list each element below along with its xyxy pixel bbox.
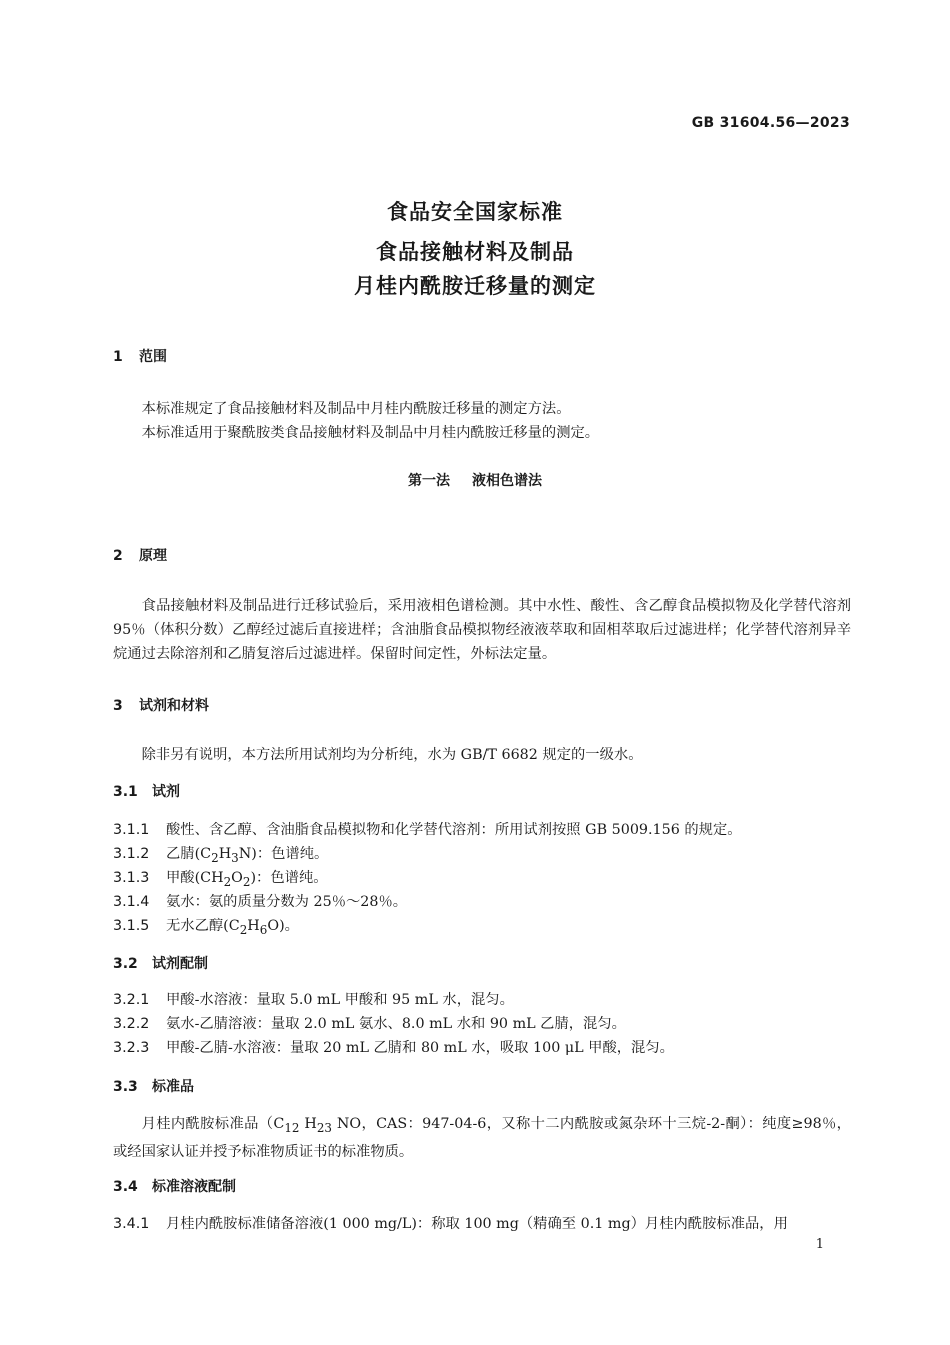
list-item	[113, 1013, 626, 1033]
section-number: 3.2	[113, 956, 138, 972]
paragraph: 食品接触材料及制品进行迁移试验后，采用液相色谱检测。其中水性、酸性、含乙醇食品模拟物及化学替代溶剂 95％（体积分数）乙醇经过滤后直接进样；含油脂食品模拟物经液液萃取和固相萃取后过滤进样；化学替代溶剂异辛烷通过去除溶剂和乙腈复溶后过滤进样。保留时间定性，外标法定量。	[113, 598, 851, 662]
paragraph: 本标准规定了食品接触材料及制品中月桂内酰胺迁移量的测定方法。	[141, 401, 571, 417]
section-3-1-heading	[113, 781, 180, 801]
title-line-1: 食品安全国家标准	[387, 200, 563, 224]
item-text: 甲酸-水溶液：量取 5.0 mL 甲酸和 95 mL 水，混匀。	[166, 992, 514, 1008]
item-text: 甲酸-乙腈-水溶液：量取 20 mL 乙腈和 80 mL 水，吸取 100 μL 甲酸，混匀。	[166, 1040, 674, 1056]
section-number: 3	[113, 698, 123, 714]
item-number: 3.1.1	[113, 822, 150, 838]
section-1-heading	[113, 346, 167, 366]
section-title: 标准溶液配制	[152, 1179, 236, 1195]
item-number: 3.1.2	[113, 846, 150, 862]
item-number: 3.1.3	[113, 870, 150, 886]
item-text: 酸性、含乙醇、含油脂食品模拟物和化学替代溶剂：所用试剂按照 GB 5009.156 的规定。	[166, 822, 742, 838]
section-title: 标准品	[152, 1079, 194, 1095]
section-number: 3.3	[113, 1079, 138, 1095]
section-3-3-heading	[113, 1076, 194, 1096]
method-part: 第一法	[408, 473, 450, 489]
item-text: 无水乙醇$(C_2H_6O)$。	[166, 918, 299, 937]
paragraph: 月桂内酰胺标准品（$C_{12}$ $H_{23}$ NO，CAS：947-04-6，又称十二内酰胺或氮杂环十三烷-2-酮）：纯度≥98％，或经国家认证并授予标准物质证书的标准物质。	[113, 1116, 851, 1160]
item-text: 乙腈$(C_2H_3N)$：色谱纯。	[166, 846, 329, 865]
list-item	[113, 843, 328, 865]
section-number: 3.1	[113, 784, 138, 800]
section-number: 3.4	[113, 1179, 138, 1195]
method-heading	[0, 470, 950, 490]
paragraph: 除非另有说明，本方法所用试剂均为分析纯，水为 GB/T 6682 规定的一级水。	[141, 747, 643, 763]
item-number: 3.1.5	[113, 918, 150, 934]
method-name: 液相色谱法	[472, 473, 542, 489]
item-text: 甲酸$(CH_2O_2)$：色谱纯。	[166, 870, 328, 889]
item-text: 氨水：氨的质量分数为 25％～28％。	[166, 894, 408, 910]
section-3-heading	[113, 695, 209, 715]
list-item	[113, 915, 299, 937]
title-line-3: 月桂内酰胺迁移量的测定	[354, 274, 596, 298]
list-item	[113, 1037, 674, 1057]
paragraph: 本标准适用于聚酰胺类食品接触材料及制品中月桂内酰胺迁移量的测定。	[141, 425, 600, 441]
section-title: 范围	[139, 349, 167, 365]
standard-number: GB 31604.56—2023	[691, 115, 850, 131]
item-number: 3.2.1	[113, 992, 150, 1008]
item-text: 氨水-乙腈溶液：量取 2.0 mL 氨水、8.0 mL 水和 90 mL 乙腈，混匀。	[166, 1016, 626, 1032]
list-item	[113, 1213, 788, 1233]
section-number: 1	[113, 349, 123, 365]
list-item	[113, 819, 742, 839]
item-number: 3.2.2	[113, 1016, 150, 1032]
section-3-4-heading	[113, 1176, 236, 1196]
section-3-2-heading	[113, 953, 208, 973]
page-number: 1	[815, 1237, 824, 1252]
item-number: 3.2.3	[113, 1040, 150, 1056]
section-2-heading	[113, 545, 167, 565]
section-title: 试剂配制	[152, 956, 208, 972]
list-item	[113, 989, 514, 1009]
title-line-2: 食品接触材料及制品	[376, 240, 574, 264]
item-number: 3.1.4	[113, 894, 150, 910]
list-item	[113, 867, 328, 889]
section-title: 原理	[139, 548, 167, 564]
section-number: 2	[113, 548, 123, 564]
list-item	[113, 891, 407, 911]
item-text: 月桂内酰胺标准储备溶液(1 000 mg/L)：称取 100 mg（精确至 0.1 mg）月桂内酰胺标准品，用	[166, 1216, 788, 1232]
section-title: 试剂和材料	[139, 698, 209, 714]
section-title: 试剂	[152, 784, 180, 800]
item-number: 3.4.1	[113, 1216, 150, 1232]
